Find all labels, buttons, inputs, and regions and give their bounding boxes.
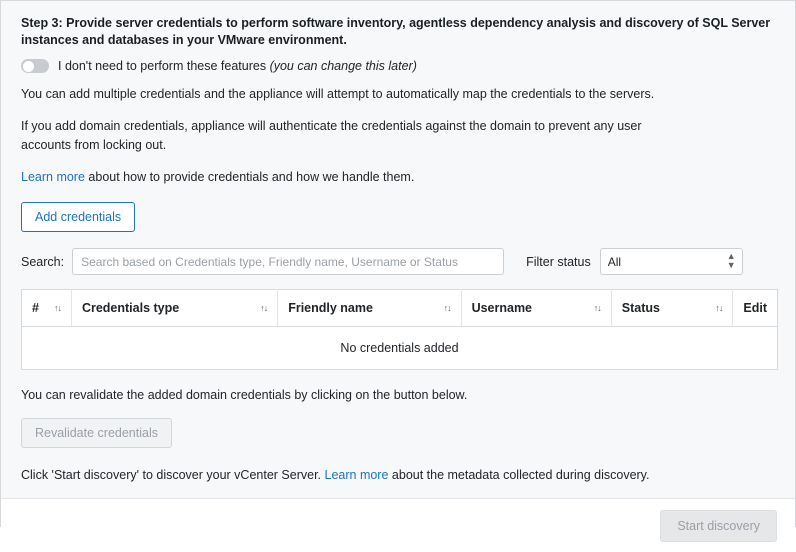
column-header-credentials-type[interactable]: [71, 290, 277, 327]
search-filter-row: [21, 248, 775, 275]
discovery-text-suffix: about the metadata collected during discovery.: [388, 468, 650, 482]
column-header-status[interactable]: [611, 290, 733, 327]
sort-icon[interactable]: ↑↓: [53, 303, 61, 313]
paragraph-learn-more: [21, 168, 721, 187]
skip-features-toggle-label: [58, 59, 417, 73]
sort-icon[interactable]: ↑↓: [260, 303, 268, 313]
paragraph-revalidate: You can revalidate the added domain credentials by clicking on the button below.: [21, 388, 468, 402]
paragraph-multiple-credentials: You can add multiple credentials and the appliance will attempt to automatically map the credentials to the servers.: [21, 87, 655, 101]
filter-status-select-wrap[interactable]: [600, 248, 743, 275]
toggle-knob: [23, 61, 34, 72]
paragraph-domain-credentials: If you add domain credentials, appliance will authenticate the credentials against the domain to prevent any user accounts from locking out.: [21, 119, 642, 152]
credentials-table-head: [22, 290, 778, 327]
column-header-edit-label: Edit: [743, 301, 767, 315]
start-discovery-button[interactable]: Start discovery: [660, 510, 777, 542]
search-input[interactable]: [72, 248, 504, 275]
column-header-friendly-name-label: Friendly name: [288, 301, 373, 315]
skip-features-toggle-row[interactable]: [21, 59, 775, 73]
table-header-row: [22, 290, 778, 327]
credentials-table: [21, 289, 778, 370]
page-title: Step 3: Provide server credentials to perform software inventory, agentless dependency analysis and discovery of SQL Server instances and databases in your VMware environment.: [21, 16, 771, 47]
column-header-number[interactable]: [22, 290, 72, 327]
search-label: Search:: [21, 254, 65, 269]
revalidate-credentials-button[interactable]: Revalidate credentials: [21, 418, 172, 448]
skip-features-toggle[interactable]: [21, 59, 49, 73]
filter-status-label: Filter status: [526, 254, 591, 269]
learn-more-credentials-text: about how to provide credentials and how we handle them.: [84, 170, 415, 184]
discovery-text-prefix: Click 'Start discovery' to discover your vCenter Server.: [21, 468, 325, 482]
sort-icon[interactable]: ↑↓: [593, 303, 601, 313]
column-header-username-label: Username: [471, 301, 533, 315]
toggle-label-text: I don't need to perform these features: [58, 59, 267, 73]
credentials-table-body: [22, 327, 778, 370]
column-header-number-label: #: [32, 301, 39, 315]
spacer: [21, 448, 775, 450]
learn-more-discovery-link[interactable]: Learn more: [324, 468, 389, 482]
toggle-label-hint: (you can change this later): [269, 59, 417, 73]
chevron-updown-icon: ▲ ▼: [726, 251, 736, 270]
page-footer: [1, 498, 795, 552]
column-header-edit: [733, 290, 778, 327]
table-row-empty: [22, 327, 778, 370]
column-header-friendly-name[interactable]: [278, 290, 461, 327]
paragraph-start-discovery-info: [21, 466, 721, 485]
column-header-status-label: Status: [621, 301, 660, 315]
filter-status-select[interactable]: [600, 248, 743, 275]
sort-icon[interactable]: ↑↓: [443, 303, 451, 313]
page-content: [1, 1, 795, 498]
learn-more-credentials-link[interactable]: Learn more: [21, 170, 85, 184]
column-header-credentials-type-label: Credentials type: [81, 301, 180, 315]
add-credentials-button[interactable]: Add credentials: [21, 202, 135, 232]
empty-state-message: No credentials added: [340, 341, 459, 355]
sort-icon[interactable]: ↑↓: [715, 303, 723, 313]
column-header-username[interactable]: [461, 290, 611, 327]
